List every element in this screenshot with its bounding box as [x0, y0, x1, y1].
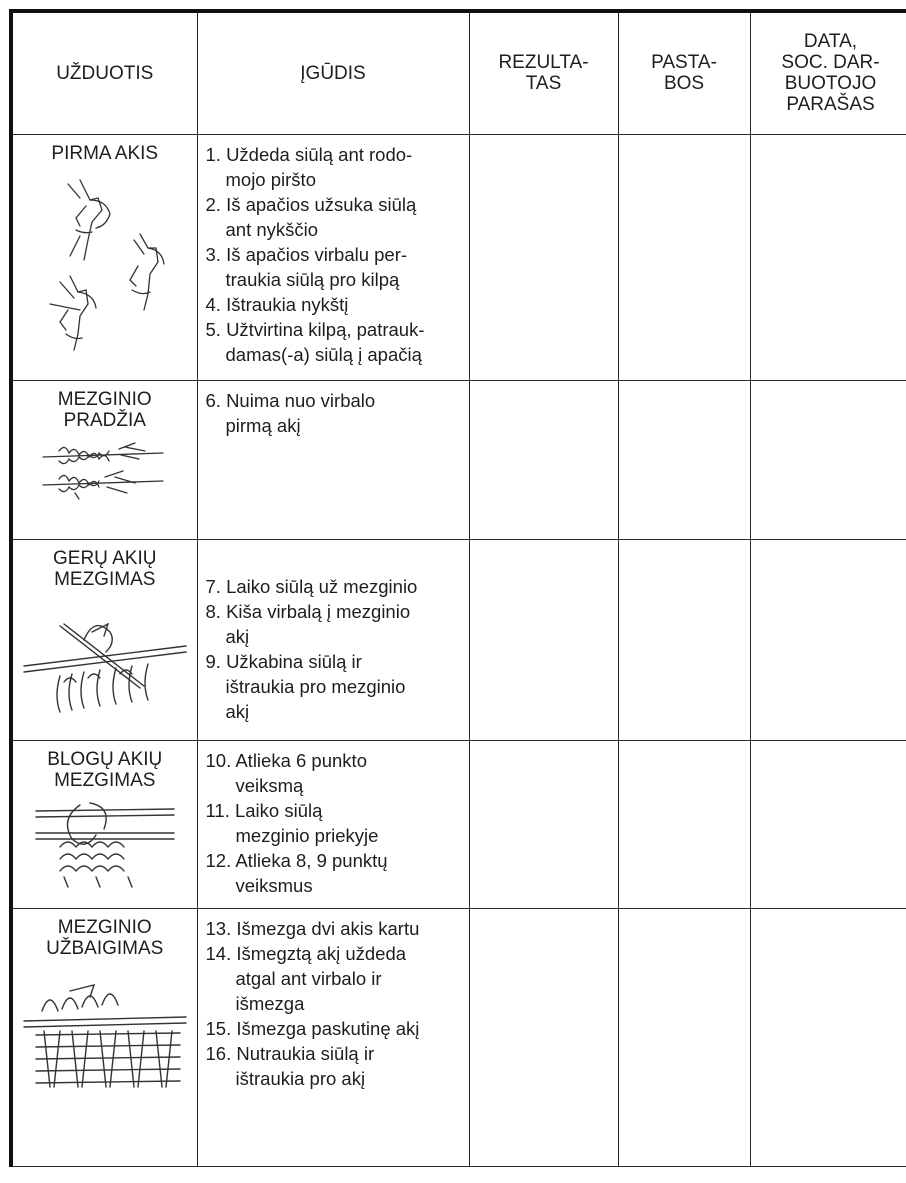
skill-item: 3. Iš apačios virbalu per- traukia siūlą pro kilpą	[205, 243, 408, 290]
table-row	[11, 908, 906, 1166]
skill-item: 8. Kiša virbalą į mezginio akį	[205, 600, 411, 647]
notes-cell[interactable]	[618, 740, 750, 908]
notes-cell[interactable]	[618, 380, 750, 539]
header-row	[11, 11, 906, 134]
header-result: REZULTA- TAS	[469, 11, 618, 134]
skill-item: 4. Ištraukia nykštį	[205, 293, 349, 315]
skill-item: 10. Atlieka 6 punkto veiksmą	[205, 749, 367, 796]
skill-item: 11. Laiko siūlą mezginio priekyje	[205, 799, 379, 846]
result-cell[interactable]	[469, 134, 618, 380]
task-cell	[11, 539, 197, 740]
task-name: MEZGINIO UŽBAIGIMAS	[46, 916, 164, 959]
result-cell[interactable]	[469, 740, 618, 908]
notes-cell[interactable]	[618, 134, 750, 380]
signature-cell[interactable]	[750, 908, 906, 1166]
skill-cell	[197, 380, 469, 539]
skill-list	[198, 909, 469, 1091]
skill-item: 16. Nutraukia siūlą ir ištraukia pro akį	[205, 1042, 375, 1089]
skill-item: 1. Uždeda siūlą ant rodo- mojo piršto	[205, 143, 413, 190]
task-name: PIRMA AKIS	[51, 142, 159, 164]
task-cell	[11, 740, 197, 908]
skill-item: 9. Užkabina siūlą ir ištraukia pro mezginio akį	[205, 650, 406, 722]
task-cell	[11, 380, 197, 539]
bind-off-icon	[20, 981, 190, 1101]
skill-cell	[197, 740, 469, 908]
task-name: MEZGINIO PRADŽIA	[57, 388, 152, 431]
skill-cell	[197, 539, 469, 740]
header-skill: ĮGŪDIS	[197, 11, 469, 134]
hands-casting-first-stitch-icon	[40, 170, 170, 360]
knit-stitch-icon	[20, 596, 190, 716]
skill-item: 7. Laiko siūlą už mezginio	[205, 575, 418, 597]
skill-cell	[197, 908, 469, 1166]
purl-stitch-icon	[30, 797, 180, 889]
task-cell	[11, 908, 197, 1166]
skills-table	[9, 9, 906, 1167]
table-row	[11, 539, 906, 740]
skill-list	[198, 135, 469, 367]
cast-on-row-icon	[35, 437, 175, 503]
table-row	[11, 134, 906, 380]
signature-cell[interactable]	[750, 134, 906, 380]
result-cell[interactable]	[469, 908, 618, 1166]
header-task: UŽDUOTIS	[11, 11, 197, 134]
skill-item: 5. Užtvirtina kilpą, patrauk- damas(-a) siūlą į apačią	[205, 318, 425, 365]
header-date-signature: DATA, SOC. DAR- BUOTOJO PARAŠAS	[750, 11, 906, 134]
notes-cell[interactable]	[618, 539, 750, 740]
task-name: GERŲ AKIŲ MEZGIMAS	[53, 547, 157, 590]
skill-list	[198, 381, 469, 438]
task-cell	[11, 134, 197, 380]
skill-item: 15. Išmezga paskutinę akį	[205, 1017, 420, 1039]
skill-list	[198, 741, 469, 898]
notes-cell[interactable]	[618, 908, 750, 1166]
skill-cell	[197, 134, 469, 380]
result-cell[interactable]	[469, 539, 618, 740]
table-row	[11, 380, 906, 539]
result-cell[interactable]	[469, 380, 618, 539]
signature-cell[interactable]	[750, 740, 906, 908]
signature-cell[interactable]	[750, 380, 906, 539]
skill-item: 6. Nuima nuo virbalo pirmą akį	[205, 389, 376, 436]
skill-item: 13. Išmezga dvi akis kartu	[205, 917, 420, 939]
skill-item: 14. Išmegztą akį uždeda atgal ant virbalo ir išmezga	[205, 942, 407, 1014]
header-notes: PASTA- BOS	[618, 11, 750, 134]
table-row	[11, 740, 906, 908]
task-name: BLOGŲ AKIŲ MEZGIMAS	[47, 748, 163, 791]
skill-list	[198, 540, 469, 724]
skill-item: 2. Iš apačios užsuka siūlą ant nykščio	[205, 193, 417, 240]
signature-cell[interactable]	[750, 539, 906, 740]
skill-item: 12. Atlieka 8, 9 punktų veiksmus	[205, 849, 388, 896]
